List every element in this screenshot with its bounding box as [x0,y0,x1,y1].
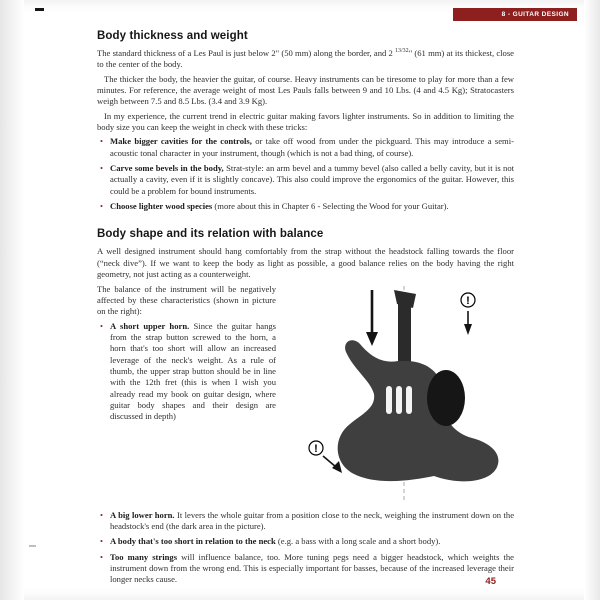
section-title: Body thickness and weight [97,30,248,42]
section-body-shape-balance [97,228,514,585]
list-item-text: It levers the whole guitar from a position close to the neck, weighing the instrument down on the headstock's end (the dark area in the picture). [110,509,515,531]
page-number: 45 [485,576,496,587]
paragraph [97,48,514,71]
page-content [97,0,514,593]
balance-list-full [97,504,514,586]
paragraph: The thicker the body, the heavier the guitar, of course. Heavy instruments can be tiresome to play for more than a few minutes. For reference, the average weight of most Les Pauls falls between 9 and 10 Lbs. (4 and 4.5 Kg); Stratocasters weigh between 7.5 and 8.5 Lbs. (3.4 and 3.9 Kg). [97,73,514,107]
paragraph-text: " (61 mm) at its thickest, close to the center of the body. [97,48,514,70]
crop-mark [35,8,44,11]
paragraph-text: The standard thickness of a Les Paul is just below 2" (50 mm) along the border, and 2 [97,48,396,58]
list-item-lead: Carve some bevels in the body, [110,163,224,174]
list-item-lead: A short upper horn. [110,320,190,331]
page-edge-right [584,0,600,600]
fraction-superscript: 13/32 [395,48,409,55]
warning-icon-lower [309,441,342,473]
list-item-lead: Make bigger cavities for the controls, [110,136,252,147]
list-item-lead: Choose lighter wood species [110,201,213,212]
tricks-list [97,136,514,212]
section-title: Body shape and its relation with balance [97,228,324,241]
list-item-text: (e.g. a bass with a long scale and a short body). [275,536,441,547]
list-item-text: (more about this in Chapter 6 - Selecting the Wood for your Guitar). [212,201,449,212]
balance-list-narrow [97,321,514,423]
list-item-text: Strat-style: an arm bevel and a tummy bevel (also called a belly cavity, but it is not actually a cavity, even if it is slightly concave). This also could improve the ergonomics of the guitar. However, this could be a problem for bound instruments. [110,163,515,196]
list-item [110,510,514,533]
page-edge-left [0,0,24,600]
svg-text:!: ! [466,294,470,307]
list-item [110,552,514,586]
section-body-thickness [97,30,514,212]
paragraph: In my experience, the current trend in electric guitar making favors lighter instruments. So in addition to limiting the body size you can keep the weight in check with these tricks: [97,110,514,133]
list-item-lead: A big lower horn. [110,509,175,520]
list-item [110,536,514,547]
margin-mark [29,545,36,547]
chapter-header-badge: 8 - GUITAR DESIGN [453,8,577,21]
paragraph: A well designed instrument should hang comfortably from the strap without the headstock falling towards the floor (“neck dive”). If we want to keep the body as light as possible, a good balance relies on the body having the right geometry, not just acting as a counterweight. [97,246,514,280]
list-item [110,136,514,159]
list-item-text: or take off wood from under the pickguard. This may introduce a semi-acoustic tonal character in your instrument, though (which is not a bad thing, of course). [110,136,514,158]
list-item-text: Since the guitar hangs from the strap button screwed to the horn, a horn that's too short will allow an increased leverage of the neck's weight. As a rule of thumb, the upper strap button should be in line with the 12th fret (this is when I wish you already read my book on guitar design, where guitar body shapes and their design are discussed in depth) [110,320,277,422]
list-item [110,163,514,197]
paragraph: The balance of the instrument will be negatively affected by these characteristics (shown in picture on the right): [97,283,276,317]
list-item-lead: A body that's too short in relation to the neck [110,536,276,547]
svg-text:!: ! [314,442,318,455]
list-item [110,201,514,212]
list-item [110,321,514,423]
list-item-text: will influence balance, too. More tuning pegs need a bigger headstock, which weights the instrument down from the wrong end. This is especially important for basses, because of the increased leverage their longer necks cause. [110,551,514,585]
list-item-lead: Too many strings [110,551,178,562]
